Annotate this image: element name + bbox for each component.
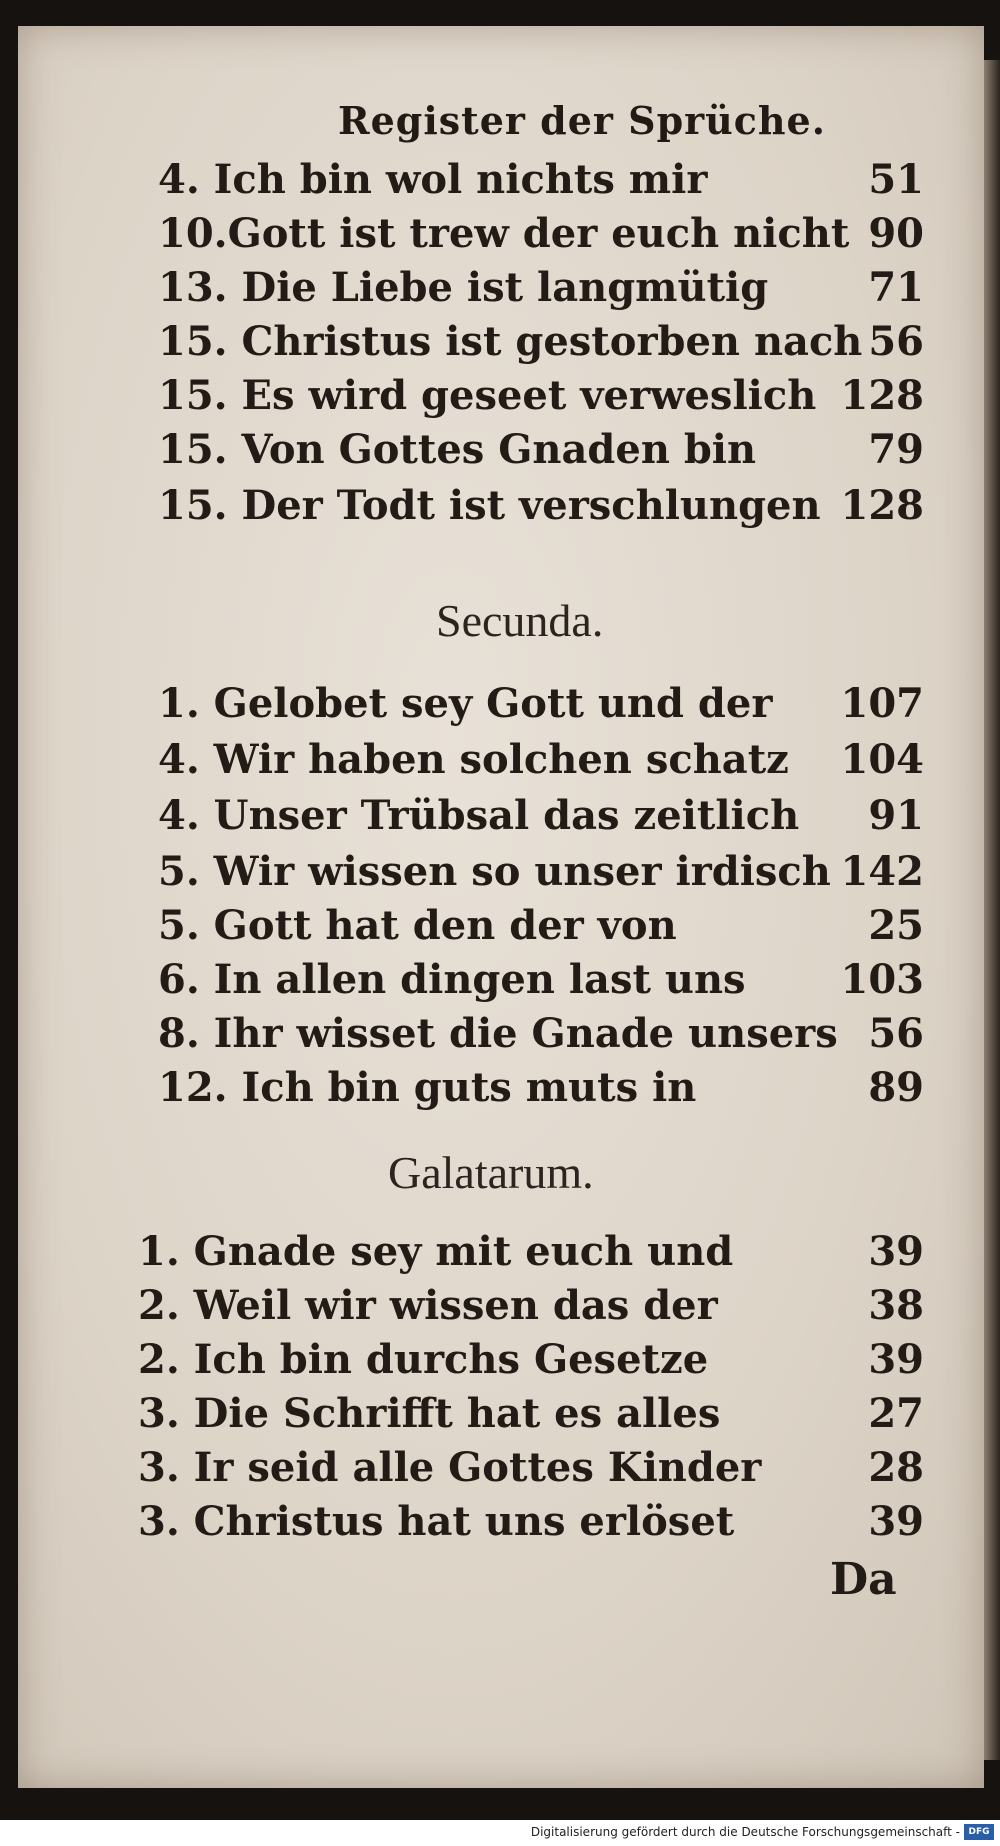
entry-text: 15. Christus ist gestorben nach [158,318,863,365]
list-item [18,680,984,734]
list-item [18,482,984,536]
entry-page: 39 [868,1336,924,1383]
entry-text: 3. Ir seid alle Gottes Kinder [138,1444,762,1491]
entry-text: 1. Gnade sey mit euch und [138,1228,734,1275]
entry-text: 2. Ich bin durchs Gesetze [138,1336,709,1383]
entry-text: 13. Die Liebe ist langmütig [158,264,769,311]
entry-page: 25 [868,902,924,949]
running-header: Register der Sprüche. [338,98,826,143]
entry-text: 4. Unser Trübsal das zeitlich [158,792,800,839]
entry-text: 1. Gelobet sey Gott und der [158,680,773,727]
list-item [18,956,984,1010]
entry-page: 128 [840,482,924,529]
entry-text: 8. Ihr wisset die Gnade unsers [158,1010,838,1057]
list-item [18,1336,984,1390]
list-item [18,372,984,426]
list-item [18,736,984,790]
entry-text: 2. Weil wir wissen das der [138,1282,718,1329]
entry-text: 5. Gott hat den der von [158,902,677,949]
page-edge [984,60,1000,1760]
dfg-logo-icon: DFG [964,1824,994,1840]
list-item [18,318,984,372]
entry-page: 103 [840,956,924,1003]
section-title-galatarum: Galatarum. [388,1147,594,1198]
entry-text: 3. Christus hat uns erlöset [138,1498,735,1545]
entry-page: 128 [840,372,924,419]
footer [0,1820,1000,1846]
entry-page: 27 [868,1390,924,1437]
entry-text: 12. Ich bin guts muts in [158,1064,697,1111]
list-item [18,264,984,318]
list-item [18,848,984,902]
entry-text: 5. Wir wissen so unser irdisch [158,848,831,895]
entry-page: 107 [840,680,924,727]
entry-text: 15. Es wird geseet verweslich [158,372,817,419]
entry-text: 6. In allen dingen last uns [158,956,746,1003]
list-item [18,1064,984,1118]
entry-page: 71 [868,264,924,311]
section-title-secunda: Secunda. [436,595,604,646]
entry-page: 56 [868,318,924,365]
entry-page: 39 [868,1498,924,1545]
entry-page: 104 [840,736,924,783]
entry-page: 38 [868,1282,924,1329]
entry-page: 28 [868,1444,924,1491]
list-item [18,902,984,956]
entry-page: 39 [868,1228,924,1275]
entry-page: 89 [868,1064,924,1111]
entry-text: 15. Von Gottes Gnaden bin [158,426,757,473]
list-item [18,1228,984,1282]
list-item [18,426,984,480]
list-item [18,792,984,846]
list-item [18,1390,984,1444]
entry-page: 142 [840,848,924,895]
list-item [18,1010,984,1064]
catchword: Da [830,1554,897,1605]
entry-page: 56 [868,1010,924,1057]
entry-page: 51 [868,156,924,203]
list-item [18,1498,984,1552]
entry-text: 4. Ich bin wol nichts mir [158,156,708,203]
list-item [18,1444,984,1498]
list-item [18,156,984,210]
entry-text: 15. Der Todt ist verschlungen [158,482,821,529]
book-page [18,26,984,1788]
list-item [18,210,984,264]
entry-page: 79 [868,426,924,473]
footer-credit: Digitalisierung gefördert durch die Deutsche Forschungsgemeinschaft - [530,1825,960,1839]
entry-text: 10.Gott ist trew der euch nicht [158,210,850,257]
list-item [18,1282,984,1336]
entry-page: 90 [868,210,924,257]
entry-page: 91 [868,792,924,839]
entry-text: 4. Wir haben solchen schatz [158,736,789,783]
entry-text: 3. Die Schrifft hat es alles [138,1390,721,1437]
